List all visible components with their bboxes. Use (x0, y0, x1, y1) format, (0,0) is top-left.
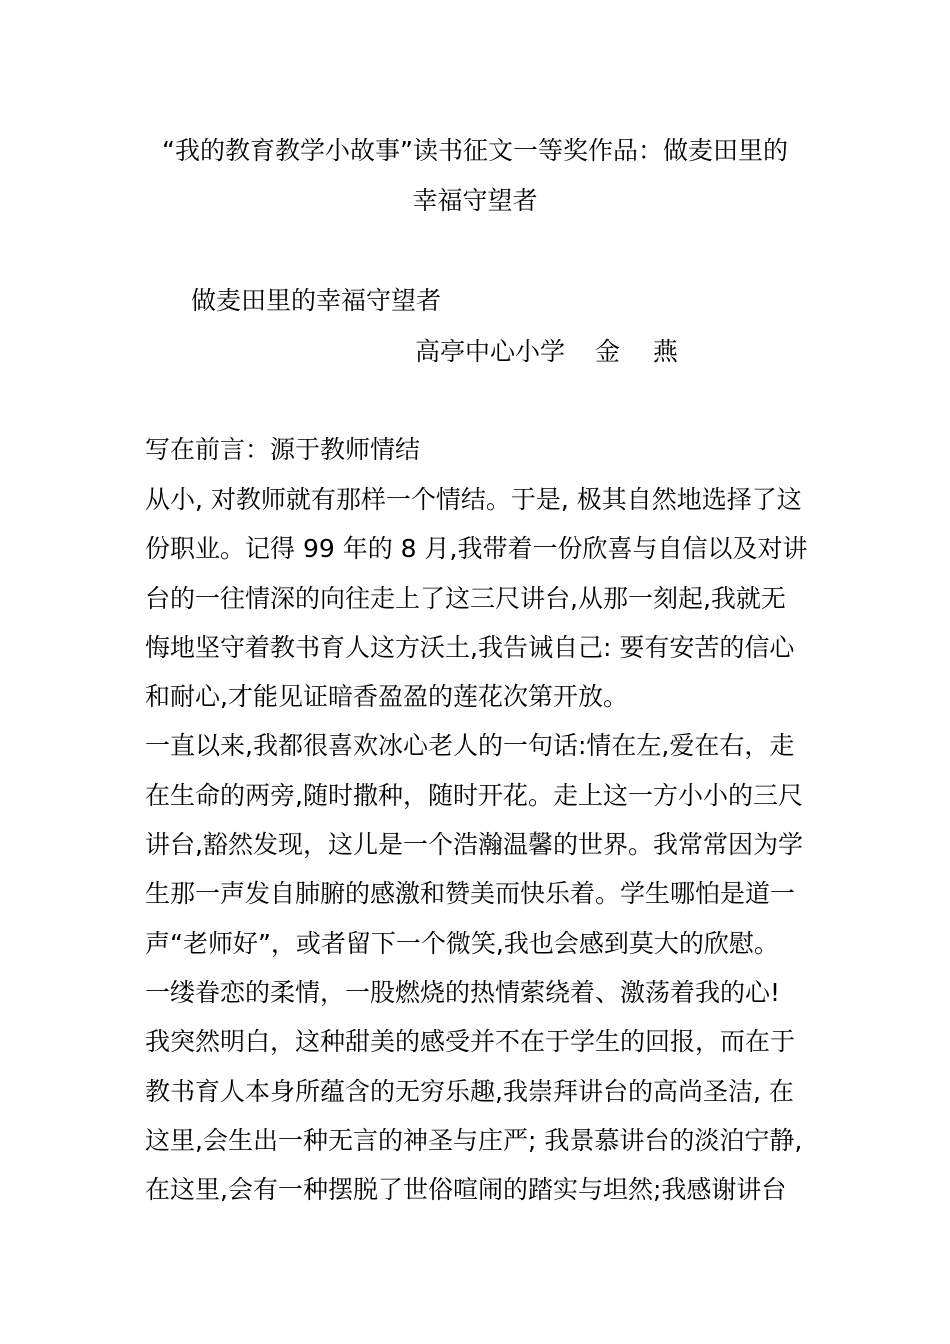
body-line: 一直以来,我都很喜欢冰心老人的一句话:情在左,爱在右，走 (145, 731, 795, 761)
body-line: 和耐心,才能见证暗香盈盈的莲花次第开放。 (145, 682, 628, 712)
section-heading: 写在前言：源于教师情结 (145, 435, 421, 464)
body-line: 台的一往情深的向往走上了这三尺讲台,从那一刻起,我就无 (145, 583, 786, 613)
body-text (145, 482, 825, 1221)
body-line: 我突然明白，这种甜美的感受并不在于学生的回报，而在于 (145, 1027, 796, 1057)
author-name: 金 燕 (594, 337, 678, 366)
body-line: 声“老师好”，或者留下一个微笑,我也会感到莫大的欣慰。 (145, 928, 779, 958)
body-line: 悔地坚守着教书育人这方沃土,我告诫自己: 要有安苦的信心 (145, 632, 795, 662)
body-line: 份职业。记得 99 年的 8 月,我带着一份欣喜与自信以及对讲 (145, 534, 808, 564)
byline (415, 337, 678, 367)
body-line: 在这里,会有一种摆脱了世俗喧闹的踏实与坦然;我感谢讲台 (145, 1175, 787, 1205)
body-line: 在生命的两旁,随时撒种，随时开花。走上这一方小小的三尺 (145, 780, 803, 810)
body-line: 讲台,豁然发现，这儿是一个浩瀚温馨的世界。我常常因为学 (145, 830, 803, 860)
document-title-line-1: “我的教育教学小故事”读书征文一等奖作品：做麦田里的 (162, 136, 788, 165)
author-school: 高亭中心小学 (415, 337, 566, 366)
body-line: 生那一声发自肺腑的感激和赞美而快乐着。学生哪怕是道一 (145, 879, 796, 909)
article-title: 做麦田里的幸福守望者 (191, 286, 442, 315)
document-title-line-2: 幸福守望者 (412, 186, 538, 215)
body-line: 从小, 对教师就有那样一个情结。于是, 极其自然地选择了这 (145, 485, 802, 514)
body-line: 这里,会生出一种无言的神圣与庄严; 我景慕讲台的淡泊宁静, (145, 1125, 803, 1155)
body-line: 一缕眷恋的柔情，一股燃烧的热情萦绕着、激荡着我的心! (145, 977, 781, 1007)
body-line: 教书育人本身所蕴含的无穷乐趣,我崇拜讲台的高尚圣洁, 在 (145, 1076, 794, 1106)
